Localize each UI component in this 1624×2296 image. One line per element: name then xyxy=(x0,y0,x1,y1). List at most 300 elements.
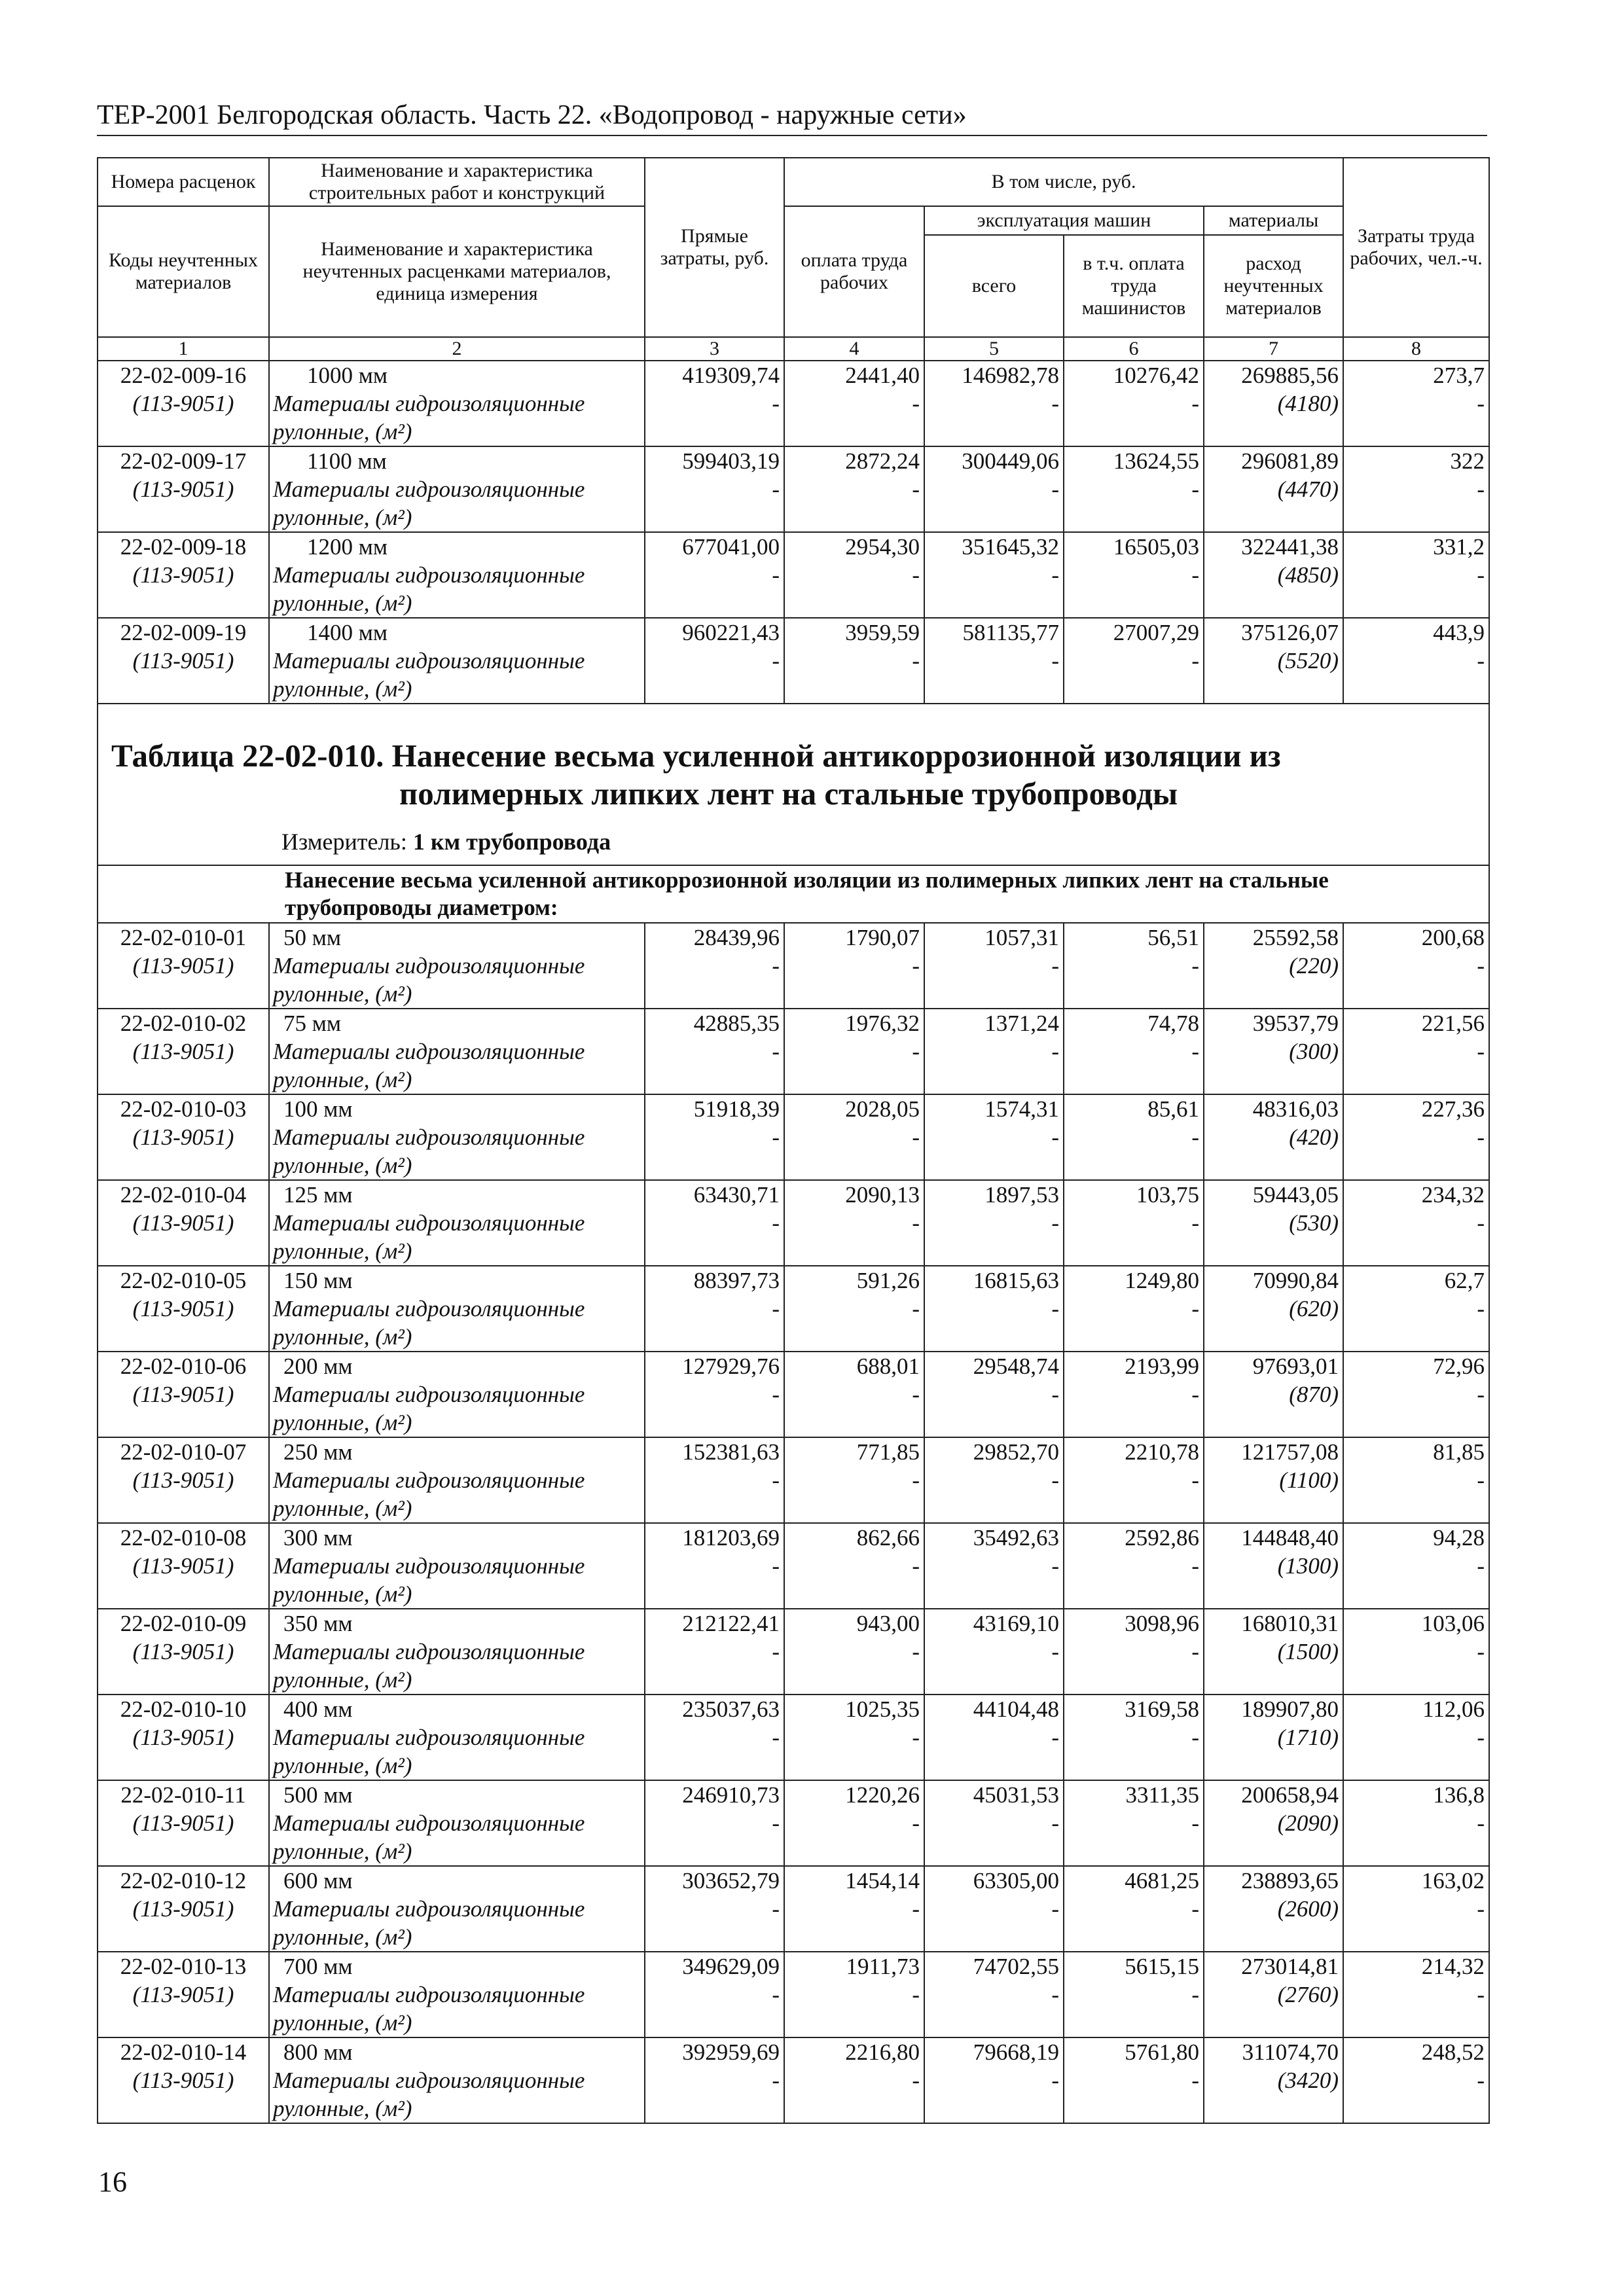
material-code: (113-9051) xyxy=(132,1725,234,1750)
dash: - xyxy=(772,953,780,978)
materials-cell xyxy=(1204,1609,1343,1695)
dash: - xyxy=(1477,1553,1485,1579)
material-unit: рулонные, (м²) xyxy=(273,676,412,702)
dash: - xyxy=(1477,2068,1485,2093)
dash: - xyxy=(1051,1210,1059,1236)
rate-code: 22-02-009-19 xyxy=(120,620,247,645)
operators-pay-cell xyxy=(1064,1437,1204,1523)
rate-code: 22-02-010-13 xyxy=(120,1954,247,1979)
dash: - xyxy=(1477,1639,1485,1664)
material-unit: рулонные, (м²) xyxy=(273,1324,412,1350)
material-quantity: (300) xyxy=(1289,1039,1339,1064)
page-number: 16 xyxy=(98,2166,127,2198)
operators-pay-cell xyxy=(1064,1780,1204,1866)
measure-value: 1 км трубопровода xyxy=(412,829,611,855)
labor-hours-cell xyxy=(1343,618,1489,704)
work-name-cell xyxy=(269,923,645,1009)
labor-cost-cell xyxy=(784,532,924,618)
pipe-diameter: 700 мм xyxy=(283,1954,353,1979)
rate-code: 22-02-010-14 xyxy=(120,2039,247,2065)
machines-total: 351645,32 xyxy=(962,534,1059,560)
dash: - xyxy=(1191,1810,1199,1836)
dash: - xyxy=(1191,1296,1199,1321)
material-quantity: (2760) xyxy=(1277,1982,1339,2007)
machines-total: 43169,10 xyxy=(973,1611,1059,1636)
table-row xyxy=(98,1352,1489,1437)
materials-cell xyxy=(1204,1780,1343,1866)
dash: - xyxy=(912,1210,920,1236)
labor-hours: 136,8 xyxy=(1433,1782,1485,1808)
section-heading-cont: трубопроводы диаметром: xyxy=(285,895,558,920)
rate-code-cell xyxy=(98,1009,269,1094)
dash: - xyxy=(1191,953,1199,978)
operators-pay-cell xyxy=(1064,618,1204,704)
material-name: Материалы гидроизоляционные xyxy=(273,1124,585,1150)
dash: - xyxy=(912,1725,920,1750)
pipe-diameter: 125 мм xyxy=(283,1182,353,1208)
operators-pay-cell xyxy=(1064,1266,1204,1352)
machines-total: 29548,74 xyxy=(973,1354,1059,1379)
work-name-cell xyxy=(269,532,645,618)
material-code: (113-9051) xyxy=(132,476,234,502)
materials-cost: 238893,65 xyxy=(1241,1868,1339,1893)
operators-pay-cell xyxy=(1064,361,1204,446)
material-code: (113-9051) xyxy=(132,1639,234,1664)
dash: - xyxy=(912,391,920,416)
col-number: 3 xyxy=(645,337,784,361)
dash: - xyxy=(912,1296,920,1321)
page-header: ТЕР-2001 Белгородская область. Часть 22. «Водопровод - наружные сети» xyxy=(97,98,1487,136)
operators-pay-cell xyxy=(1064,532,1204,618)
pipe-diameter: 250 мм xyxy=(283,1439,353,1465)
materials-cost: 311074,70 xyxy=(1242,2039,1339,2065)
work-name-cell xyxy=(269,1437,645,1523)
dash: - xyxy=(1477,1039,1485,1064)
dash: - xyxy=(912,1639,920,1664)
labor-hours-cell xyxy=(1343,1952,1489,2037)
direct-costs-cell xyxy=(645,1695,784,1780)
dash: - xyxy=(1477,953,1485,978)
dash: - xyxy=(1051,1124,1059,1150)
labor-hours: 227,36 xyxy=(1421,1096,1485,1122)
labor-hours-cell xyxy=(1343,923,1489,1009)
table-row xyxy=(98,1780,1489,1866)
machines-total-cell xyxy=(924,1780,1064,1866)
material-code: (113-9051) xyxy=(132,391,234,416)
dash: - xyxy=(1051,1296,1059,1321)
material-unit: рулонные, (м²) xyxy=(273,1410,412,1435)
labor-hours-cell xyxy=(1343,1609,1489,1695)
machines-total: 581135,77 xyxy=(962,620,1059,645)
machines-total: 35492,63 xyxy=(973,1525,1059,1551)
operators-pay: 85,61 xyxy=(1147,1096,1199,1122)
material-name: Материалы гидроизоляционные xyxy=(273,1382,585,1407)
labor-cost-cell xyxy=(784,1094,924,1180)
dash: - xyxy=(1477,1296,1485,1321)
labor-hours-cell xyxy=(1343,1695,1489,1780)
work-name-cell xyxy=(269,1266,645,1352)
dash: - xyxy=(1051,1725,1059,1750)
materials-cell xyxy=(1204,532,1343,618)
work-name-cell xyxy=(269,1952,645,2037)
machines-total: 146982,78 xyxy=(962,363,1059,388)
material-name: Материалы гидроизоляционные xyxy=(273,1982,585,2007)
direct-costs: 88397,73 xyxy=(693,1268,780,1293)
dash: - xyxy=(912,1124,920,1150)
labor-cost-cell xyxy=(784,618,924,704)
dash: - xyxy=(912,1896,920,1922)
rate-code-cell xyxy=(98,2037,269,2123)
machines-total-cell xyxy=(924,1866,1064,1952)
dash: - xyxy=(912,648,920,673)
material-name: Материалы гидроизоляционные xyxy=(273,1467,585,1493)
materials-cost: 25592,58 xyxy=(1252,925,1339,950)
dash: - xyxy=(1477,1982,1485,2007)
labor-cost-cell xyxy=(784,1866,924,1952)
col-number: 5 xyxy=(924,337,1064,361)
dash: - xyxy=(1477,1896,1485,1922)
labor-cost-cell xyxy=(784,1523,924,1609)
rate-code: 22-02-010-10 xyxy=(120,1696,247,1722)
dash: - xyxy=(772,1382,780,1407)
materials-cell xyxy=(1204,1695,1343,1780)
section-heading-row xyxy=(98,865,1489,923)
labor-hours-cell xyxy=(1343,1009,1489,1094)
operators-pay: 3311,35 xyxy=(1125,1782,1199,1808)
table-row xyxy=(98,1523,1489,1609)
material-name: Материалы гидроизоляционные xyxy=(273,2068,585,2093)
labor-hours-cell xyxy=(1343,1780,1489,1866)
dash: - xyxy=(1051,1039,1059,1064)
dash: - xyxy=(1477,1467,1485,1493)
dash: - xyxy=(1051,1982,1059,2007)
machines-total-cell xyxy=(924,361,1064,446)
rate-code: 22-02-010-06 xyxy=(120,1354,247,1379)
dash: - xyxy=(772,648,780,673)
labor-cost: 591,26 xyxy=(856,1268,920,1293)
dash: - xyxy=(1051,1382,1059,1407)
operators-pay: 3169,58 xyxy=(1125,1696,1199,1722)
dash: - xyxy=(912,562,920,588)
work-name-cell xyxy=(269,2037,645,2123)
dash: - xyxy=(772,1124,780,1150)
labor-hours-cell xyxy=(1343,1523,1489,1609)
pipe-diameter: 150 мм xyxy=(283,1268,353,1293)
dash: - xyxy=(1477,391,1485,416)
direct-costs: 392959,69 xyxy=(682,2039,780,2065)
labor-hours: 81,85 xyxy=(1433,1439,1485,1465)
col5-header: всего xyxy=(924,235,1064,337)
rate-code: 22-02-010-12 xyxy=(120,1868,247,1893)
labor-cost: 2872,24 xyxy=(845,448,920,474)
pipe-diameter: 350 мм xyxy=(283,1611,353,1636)
machines-total-cell xyxy=(924,1180,1064,1266)
dash: - xyxy=(1191,1382,1199,1407)
machines-total-cell xyxy=(924,1695,1064,1780)
machines-header: эксплуатация машин xyxy=(924,206,1204,235)
material-quantity: (5520) xyxy=(1277,648,1339,673)
pipe-diameter: 300 мм xyxy=(283,1525,353,1551)
material-unit: рулонные, (м²) xyxy=(273,1153,412,1178)
material-quantity: (1300) xyxy=(1277,1553,1339,1579)
labor-hours: 234,32 xyxy=(1421,1182,1485,1208)
table-row xyxy=(98,1437,1489,1523)
material-code: (113-9051) xyxy=(132,1467,234,1493)
material-unit: рулонные, (м²) xyxy=(273,419,412,444)
direct-costs-cell xyxy=(645,1437,784,1523)
operators-pay-cell xyxy=(1064,1609,1204,1695)
material-quantity: (2600) xyxy=(1277,1896,1339,1922)
material-quantity: (620) xyxy=(1289,1296,1339,1321)
labor-hours: 62,7 xyxy=(1444,1268,1485,1293)
dash: - xyxy=(772,1467,780,1493)
table-row xyxy=(98,532,1489,618)
labor-cost: 1911,73 xyxy=(846,1954,920,1979)
labor-hours-cell xyxy=(1343,532,1489,618)
direct-costs-cell xyxy=(645,532,784,618)
work-name-cell xyxy=(269,1352,645,1437)
dash: - xyxy=(772,1210,780,1236)
column-numbers-row xyxy=(98,337,1489,361)
operators-pay: 2210,78 xyxy=(1125,1439,1199,1465)
table-row xyxy=(98,1866,1489,1952)
machines-total: 74702,55 xyxy=(973,1954,1059,1979)
operators-pay-cell xyxy=(1064,1094,1204,1180)
operators-pay-cell xyxy=(1064,446,1204,532)
rate-code: 22-02-010-09 xyxy=(120,1611,247,1636)
direct-costs-cell xyxy=(645,1780,784,1866)
dash: - xyxy=(1051,648,1059,673)
materials-cell xyxy=(1204,1866,1343,1952)
work-name-cell xyxy=(269,1180,645,1266)
machines-total: 45031,53 xyxy=(973,1782,1059,1808)
dash: - xyxy=(772,391,780,416)
table-row xyxy=(98,1609,1489,1695)
rate-code: 22-02-010-05 xyxy=(120,1268,247,1293)
pipe-diameter: 1200 мм xyxy=(307,534,388,560)
labor-cost-cell xyxy=(784,2037,924,2123)
materials-cost: 39537,79 xyxy=(1252,1011,1339,1036)
rate-code: 22-02-009-17 xyxy=(120,448,247,474)
machines-total-cell xyxy=(924,1009,1064,1094)
materials-header: материалы xyxy=(1204,206,1343,235)
labor-hours: 248,52 xyxy=(1421,2039,1485,2065)
dash: - xyxy=(1477,476,1485,502)
col-number: 8 xyxy=(1343,337,1489,361)
labor-cost: 2090,13 xyxy=(845,1182,920,1208)
labor-hours-cell xyxy=(1343,1437,1489,1523)
material-name: Материалы гидроизоляционные xyxy=(273,562,585,588)
col2-top-header: Наименование и характеристика строительных работ и конструкций xyxy=(269,158,645,206)
material-code: (113-9051) xyxy=(132,562,234,588)
dash: - xyxy=(1477,1810,1485,1836)
material-name: Материалы гидроизоляционные xyxy=(273,1296,585,1321)
material-unit: рулонные, (м²) xyxy=(273,2010,412,2036)
labor-cost-cell xyxy=(784,1609,924,1695)
operators-pay: 74,78 xyxy=(1147,1011,1199,1036)
material-unit: рулонные, (м²) xyxy=(273,505,412,530)
materials-cost: 375126,07 xyxy=(1241,620,1339,645)
labor-cost: 2216,80 xyxy=(845,2039,920,2065)
materials-cost: 296081,89 xyxy=(1241,448,1339,474)
direct-costs: 127929,76 xyxy=(682,1354,780,1379)
dash: - xyxy=(1051,476,1059,502)
direct-costs-cell xyxy=(645,1352,784,1437)
material-unit: рулонные, (м²) xyxy=(273,1924,412,1950)
operators-pay-cell xyxy=(1064,923,1204,1009)
dash: - xyxy=(772,1810,780,1836)
col2-bottom-header: Наименование и характеристика неучтенных расценками материалов, единица измерения xyxy=(269,206,645,337)
dash: - xyxy=(772,562,780,588)
rate-code: 22-02-009-18 xyxy=(120,534,247,560)
work-name-cell xyxy=(269,618,645,704)
rate-code-cell xyxy=(98,446,269,532)
rate-code-cell xyxy=(98,1523,269,1609)
dash: - xyxy=(1477,1210,1485,1236)
direct-costs: 960221,43 xyxy=(682,620,780,645)
dash: - xyxy=(1051,1467,1059,1493)
materials-cell xyxy=(1204,1094,1343,1180)
operators-pay: 103,75 xyxy=(1136,1182,1199,1208)
dash: - xyxy=(1191,562,1199,588)
material-quantity: (220) xyxy=(1289,953,1339,978)
materials-cell xyxy=(1204,1352,1343,1437)
dash: - xyxy=(1191,2068,1199,2093)
machines-total: 300449,06 xyxy=(962,448,1059,474)
machines-total-cell xyxy=(924,1094,1064,1180)
material-unit: рулонные, (м²) xyxy=(273,1839,412,1864)
labor-hours-cell xyxy=(1343,1180,1489,1266)
dash: - xyxy=(1051,1810,1059,1836)
rate-code-cell xyxy=(98,1866,269,1952)
labor-hours-cell xyxy=(1343,1866,1489,1952)
labor-hours: 112,06 xyxy=(1422,1696,1485,1722)
rate-code-cell xyxy=(98,1352,269,1437)
material-quantity: (1100) xyxy=(1279,1467,1339,1493)
labor-hours: 443,9 xyxy=(1433,620,1485,645)
dash: - xyxy=(912,1810,920,1836)
pipe-diameter: 400 мм xyxy=(283,1696,353,1722)
work-name-cell xyxy=(269,1009,645,1094)
dash: - xyxy=(1191,1896,1199,1922)
material-code: (113-9051) xyxy=(132,2068,234,2093)
direct-costs-cell xyxy=(645,1094,784,1180)
material-name: Материалы гидроизоляционные xyxy=(273,1210,585,1236)
material-quantity: (4850) xyxy=(1277,562,1339,588)
section-heading: Нанесение весьма усиленной антикоррозионной изоляции из полимерных липких лент на стальные xyxy=(285,867,1329,893)
direct-costs-cell xyxy=(645,1866,784,1952)
section-heading-cell xyxy=(98,865,1489,923)
dash: - xyxy=(1477,562,1485,588)
material-unit: рулонные, (м²) xyxy=(273,1238,412,1264)
machines-total-cell xyxy=(924,1437,1064,1523)
machines-total-cell xyxy=(924,1352,1064,1437)
direct-costs: 599403,19 xyxy=(682,448,780,474)
labor-hours: 200,68 xyxy=(1421,925,1485,950)
col-number: 6 xyxy=(1064,337,1204,361)
material-quantity: (1500) xyxy=(1277,1639,1339,1664)
labor-cost: 1220,26 xyxy=(845,1782,920,1808)
direct-costs: 181203,69 xyxy=(682,1525,780,1551)
rate-code-cell xyxy=(98,532,269,618)
operators-pay-cell xyxy=(1064,1866,1204,1952)
dash: - xyxy=(1477,1124,1485,1150)
machines-total-cell xyxy=(924,618,1064,704)
material-unit: рулонные, (м²) xyxy=(273,1667,412,1693)
labor-hours: 221,56 xyxy=(1421,1011,1485,1036)
material-name: Материалы гидроизоляционные xyxy=(273,1639,585,1664)
labor-cost-cell xyxy=(784,1266,924,1352)
labor-cost: 2441,40 xyxy=(845,363,920,388)
material-code: (113-9051) xyxy=(132,1382,234,1407)
rate-code: 22-02-010-07 xyxy=(120,1439,247,1465)
dash: - xyxy=(1191,1639,1199,1664)
material-quantity: (3420) xyxy=(1277,2068,1339,2093)
dash: - xyxy=(912,953,920,978)
col-number: 7 xyxy=(1204,337,1343,361)
operators-pay: 1249,80 xyxy=(1125,1268,1199,1293)
dash: - xyxy=(912,1382,920,1407)
dash: - xyxy=(772,1639,780,1664)
material-name: Материалы гидроизоляционные xyxy=(273,391,585,416)
machines-total: 63305,00 xyxy=(973,1868,1059,1893)
material-quantity: (4470) xyxy=(1277,476,1339,502)
material-unit: рулонные, (м²) xyxy=(273,2096,412,2121)
labor-cost: 771,85 xyxy=(856,1439,920,1465)
material-unit: рулонные, (м²) xyxy=(273,981,412,1007)
col-number: 1 xyxy=(98,337,269,361)
table-row xyxy=(98,1094,1489,1180)
table-row xyxy=(98,618,1489,704)
labor-hours: 163,02 xyxy=(1421,1868,1485,1893)
dash: - xyxy=(772,1296,780,1321)
pipe-diameter: 1000 мм xyxy=(307,363,388,388)
rate-code-cell xyxy=(98,923,269,1009)
dash: - xyxy=(1191,1982,1199,2007)
direct-costs: 152381,63 xyxy=(682,1439,780,1465)
labor-hours-cell xyxy=(1343,361,1489,446)
machines-total: 29852,70 xyxy=(973,1439,1059,1465)
material-name: Материалы гидроизоляционные xyxy=(273,1553,585,1579)
table-row xyxy=(98,923,1489,1009)
pipe-diameter: 75 мм xyxy=(283,1011,342,1036)
materials-cost: 322441,38 xyxy=(1241,534,1339,560)
table-row xyxy=(98,1952,1489,2037)
dash: - xyxy=(912,2068,920,2093)
rate-code-cell xyxy=(98,1780,269,1866)
direct-costs: 212122,41 xyxy=(682,1611,780,1636)
material-code: (113-9051) xyxy=(132,1210,234,1236)
direct-costs-cell xyxy=(645,1266,784,1352)
dash: - xyxy=(1051,562,1059,588)
material-name: Материалы гидроизоляционные xyxy=(273,1810,585,1836)
machines-total-cell xyxy=(924,1266,1064,1352)
rate-code: 22-02-010-02 xyxy=(120,1011,247,1036)
operators-pay-cell xyxy=(1064,1523,1204,1609)
rate-code: 22-02-010-08 xyxy=(120,1525,247,1551)
labor-hours: 103,06 xyxy=(1421,1611,1485,1636)
pipe-diameter: 200 мм xyxy=(283,1354,353,1379)
direct-costs: 28439,96 xyxy=(693,925,780,950)
materials-cost: 59443,05 xyxy=(1252,1182,1339,1208)
rate-code: 22-02-010-03 xyxy=(120,1096,247,1122)
direct-costs-cell xyxy=(645,361,784,446)
rate-code-cell xyxy=(98,1952,269,2037)
rate-code: 22-02-009-16 xyxy=(120,363,247,388)
material-quantity: (530) xyxy=(1289,1210,1339,1236)
direct-costs: 349629,09 xyxy=(682,1954,780,1979)
direct-costs: 677041,00 xyxy=(682,534,780,560)
